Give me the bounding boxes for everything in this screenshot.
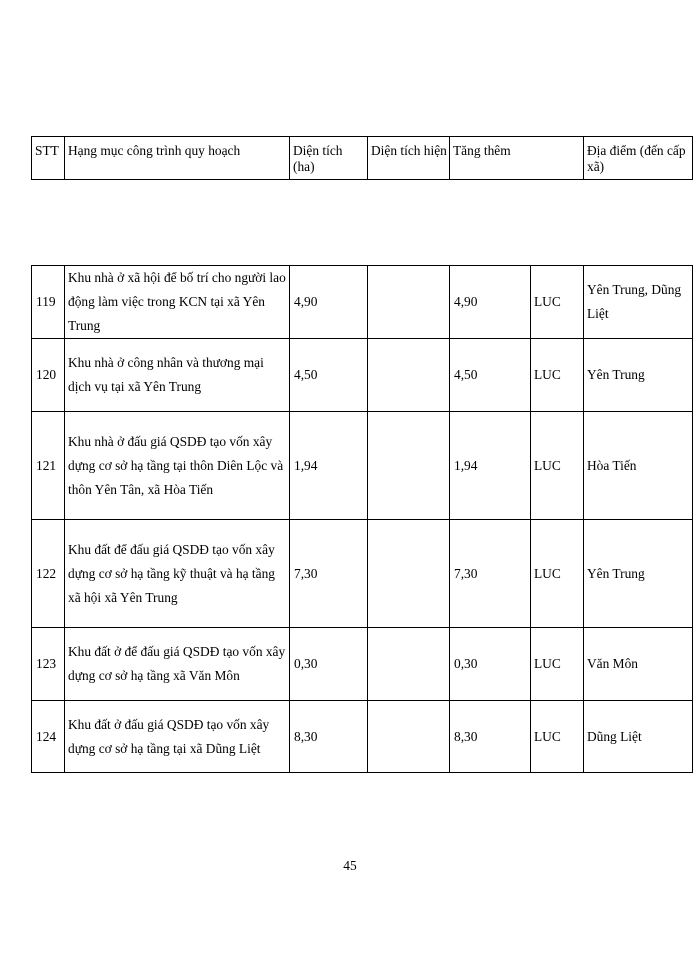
row-location: Yên Trung, Dũng Liệt (584, 266, 693, 339)
row-stt: 121 (32, 412, 65, 520)
row-type: LUC (531, 628, 584, 701)
row-current (368, 520, 450, 628)
row-location: Dũng Liệt (584, 701, 693, 773)
row-stt: 124 (32, 701, 65, 773)
page-number: 45 (343, 858, 357, 873)
row-area: 4,90 (290, 266, 368, 339)
row-location: Văn Môn (584, 628, 693, 701)
row-type: LUC (531, 520, 584, 628)
header-location: Địa điểm (đến cấp xã) (584, 137, 693, 180)
row-increase: 4,90 (450, 266, 531, 339)
header-row (32, 137, 693, 180)
row-current (368, 339, 450, 412)
row-location: Hòa Tiến (584, 412, 693, 520)
row-area: 0,30 (290, 628, 368, 701)
table-row (32, 520, 693, 628)
row-increase: 8,30 (450, 701, 531, 773)
row-stt: 123 (32, 628, 65, 701)
table-row (32, 412, 693, 520)
row-current (368, 266, 450, 339)
header-area: Diện tích (ha) (290, 137, 368, 180)
row-area: 1,94 (290, 412, 368, 520)
header-item: Hạng mục công trình quy hoạch (65, 137, 290, 180)
row-name: Khu đất ở để đấu giá QSDĐ tạo vốn xây dựng cơ sở hạ tầng xã Văn Môn (65, 628, 290, 701)
row-stt: 120 (32, 339, 65, 412)
row-current (368, 628, 450, 701)
row-name: Khu đất ở đấu giá QSDĐ tạo vốn xây dựng cơ sở hạ tầng tại xã Dũng Liệt (65, 701, 290, 773)
row-name: Khu nhà ở công nhân và thương mại dịch vụ tại xã Yên Trung (65, 339, 290, 412)
row-increase: 4,50 (450, 339, 531, 412)
row-type: LUC (531, 266, 584, 339)
row-current (368, 701, 450, 773)
table-row (32, 266, 693, 339)
header-stt: STT (32, 137, 65, 180)
table-row (32, 339, 693, 412)
table-row (32, 701, 693, 773)
row-stt: 119 (32, 266, 65, 339)
header-increase: Tăng thêm (450, 137, 584, 180)
table-row (32, 628, 693, 701)
row-stt: 122 (32, 520, 65, 628)
header-table (31, 136, 693, 180)
row-current (368, 412, 450, 520)
row-area: 4,50 (290, 339, 368, 412)
row-location: Yên Trung (584, 520, 693, 628)
row-name: Khu nhà ở xã hội để bố trí cho người lao động làm việc trong KCN tại xã Yên Trung (65, 266, 290, 339)
row-area: 7,30 (290, 520, 368, 628)
row-increase: 7,30 (450, 520, 531, 628)
header-current-area: Diện tích hiện (368, 137, 450, 180)
row-area: 8,30 (290, 701, 368, 773)
row-increase: 1,94 (450, 412, 531, 520)
row-type: LUC (531, 339, 584, 412)
row-name: Khu nhà ở đấu giá QSDĐ tạo vốn xây dựng cơ sở hạ tầng tại thôn Diên Lộc và thôn Yên Tân, xã Hòa Tiến (65, 412, 290, 520)
row-name: Khu đất để đấu giá QSDĐ tạo vốn xây dựng cơ sở hạ tầng kỹ thuật và hạ tầng xã hội xã Yên Trung (65, 520, 290, 628)
row-type: LUC (531, 701, 584, 773)
data-table (31, 265, 693, 773)
row-location: Yên Trung (584, 339, 693, 412)
row-increase: 0,30 (450, 628, 531, 701)
row-type: LUC (531, 412, 584, 520)
